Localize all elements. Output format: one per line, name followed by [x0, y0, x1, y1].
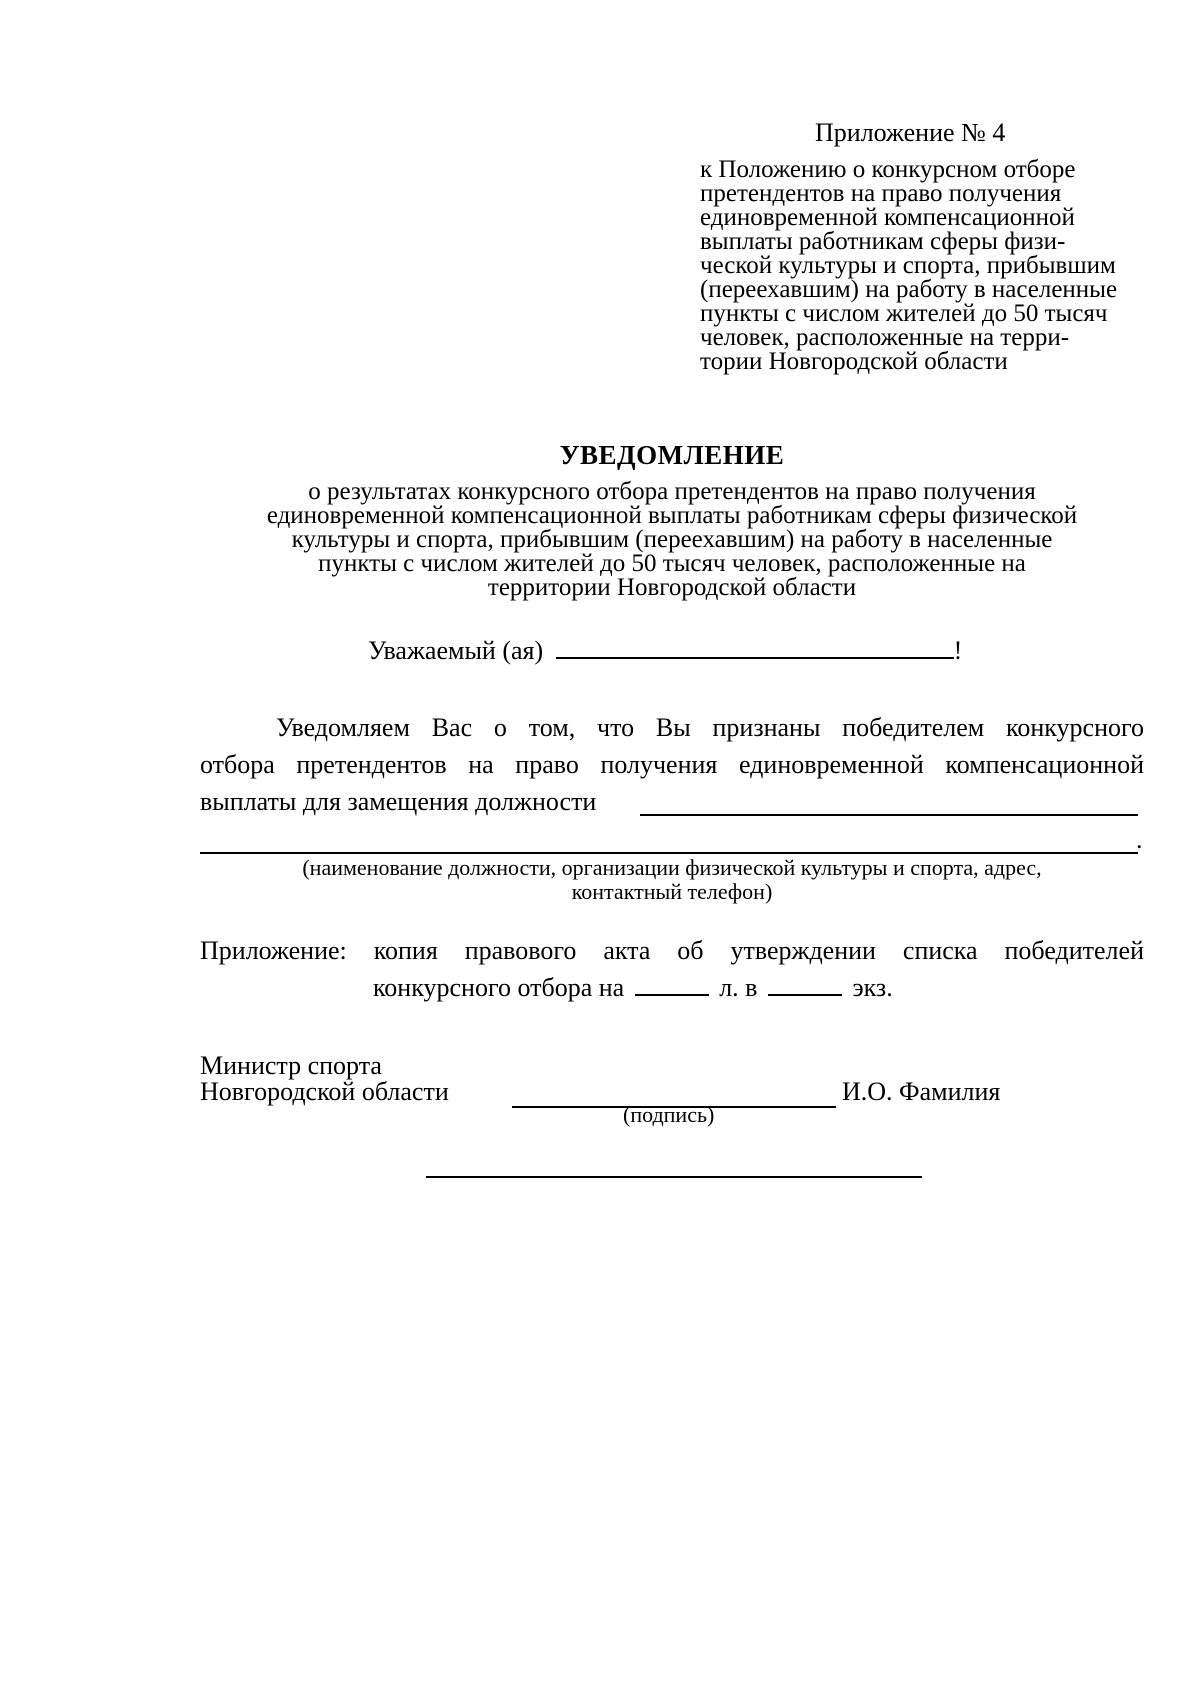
annex-title: Приложение № 4	[815, 118, 1006, 147]
attachment-suffix: экз.	[852, 973, 893, 1002]
signer-name: И.О. Фамилия	[842, 1077, 1001, 1106]
annex-line: к Положению о конкурсном отборе	[700, 156, 1076, 183]
attachment-mid: л. в	[719, 973, 758, 1002]
signer-line: Министр спорта	[200, 1051, 382, 1080]
position-caption	[200, 856, 1144, 904]
attachment-line-2	[373, 973, 893, 1003]
document-title: УВЕДОМЛЕНИЕ	[559, 440, 785, 470]
signature-caption: (подпись)	[623, 1102, 715, 1127]
body-line-2: отбора претендентов на право получения единовременной компенсационной	[200, 750, 1144, 779]
annex-line: тории Новгородской области	[700, 348, 1008, 375]
signer-line: Новгородской области	[200, 1077, 449, 1106]
position-blank	[640, 794, 1138, 816]
annex-line: ческой культуры и спорта, прибывшим	[700, 252, 1116, 279]
annex-reference	[700, 158, 1155, 374]
document-subtitle	[200, 480, 1144, 600]
fill-line-period: .	[1136, 825, 1143, 854]
annex-line: выплаты работникам сферы физи-	[700, 228, 1066, 255]
annex-line: единовременной компенсационной	[700, 204, 1075, 231]
subtitle-line: культуры и спорта, прибывшим (переехавшим) на работу в населенные	[291, 526, 1053, 553]
attachment-prefix: конкурсного отбора на	[373, 973, 625, 1002]
closing-rule	[426, 1156, 922, 1178]
body-line-1: Уведомляем Вас о том, что Вы признаны победителем конкурсного	[276, 713, 1144, 742]
subtitle-line: о результатах конкурсного отбора претендентов на право получения	[308, 478, 1036, 505]
annex-line: (переехавшим) на работу в населенные	[700, 276, 1118, 303]
recipient-name-blank	[556, 637, 954, 659]
signer-title	[200, 1053, 449, 1105]
greeting-suffix: !	[953, 636, 963, 665]
copies-blank	[768, 974, 842, 996]
attachment-line-1: Приложение: копия правового акта об утверждении списка победителей	[200, 936, 1144, 965]
annex-line: пункты с числом жителей до 50 тысяч	[700, 300, 1108, 327]
subtitle-line: пункты с числом жителей до 50 тысяч человек, расположенные на	[318, 550, 1026, 577]
greeting	[368, 636, 962, 666]
annex-line: человек, расположенные на терри-	[700, 324, 1070, 351]
position-details-blank	[200, 832, 1138, 854]
body-line-3: выплаты для замещения должности	[200, 787, 597, 816]
greeting-prefix: Уважаемый (ая)	[368, 636, 544, 665]
subtitle-line: единовременной компенсационной выплаты работникам сферы физической	[266, 502, 1078, 529]
subtitle-line: территории Новгородской области	[487, 574, 857, 601]
caption-line: контактный телефон)	[571, 879, 773, 904]
annex-line: претендентов на право получения	[700, 180, 1062, 207]
pages-blank	[635, 974, 709, 996]
caption-line: (наименование должности, организации физической культуры и спорта, адрес,	[302, 855, 1042, 880]
